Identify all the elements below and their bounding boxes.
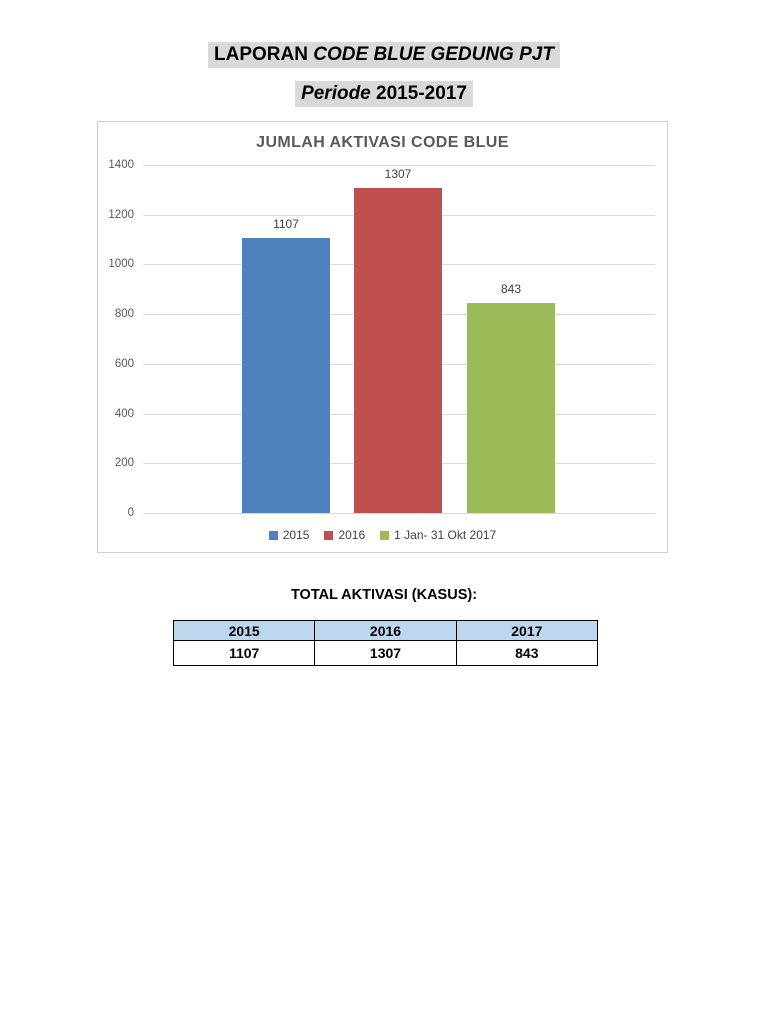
y-axis-tick-label: 200 [114,457,134,469]
summary-table [173,620,598,666]
legend-item [269,528,310,542]
summary-table-header-row [174,621,598,641]
y-axis-tick-label: 1000 [108,258,134,270]
summary-table-header-cell: 2015 [174,621,315,641]
bar-2015 [242,238,330,513]
legend-item [324,528,365,542]
y-axis-tick-label: 400 [114,408,134,420]
document-subtitle [0,81,768,107]
legend-swatch-icon [269,531,278,540]
legend-label: 1 Jan- 31 Okt 2017 [394,528,497,542]
legend-label: 2016 [338,528,366,542]
y-axis-tick-label: 800 [114,308,134,320]
chart-title: JUMLAH AKTIVASI CODE BLUE [256,134,509,151]
document-subtitle-italic: Periode [301,83,377,104]
document-title-italic: CODE BLUE GEDUNG PJT [313,44,554,65]
document-title-prefix: LAPORAN [214,44,314,65]
bar-data-label: 1107 [273,217,299,231]
chart-plot-area [108,159,655,519]
y-axis-tick-label: 0 [127,507,134,519]
chart-legend [98,528,667,542]
legend-item [380,528,496,542]
bar-data-label: 1307 [384,167,412,181]
summary-table-value-cell: 1107 [174,641,315,666]
summary-table-value-cell: 1307 [315,641,456,666]
summary-table-value-cell: 843 [456,641,597,666]
summary-table-data-row [174,641,598,666]
y-axis-tick-label: 600 [114,358,134,370]
summary-heading: TOTAL AKTIVASI (KASUS): [290,587,478,603]
bar-data-label: 843 [500,282,522,296]
gridline [143,165,655,166]
summary-table-header-cell: 2016 [315,621,456,641]
y-axis-tick-label: 1200 [108,209,134,221]
bar-2016 [354,188,442,513]
summary-table-header-cell: 2017 [456,621,597,641]
gridline [143,513,655,514]
document-subtitle-highlight [295,81,473,107]
bar-chart [97,121,668,553]
document-subtitle-period: 2015-2017 [376,83,467,104]
document-title-highlight [208,42,560,68]
legend-swatch-icon [324,531,333,540]
legend-swatch-icon [380,531,389,540]
document-title [0,42,768,68]
legend-label: 2015 [282,528,310,542]
bar-1-jan-31-okt-2017 [467,303,555,513]
y-axis-tick-label: 1400 [108,159,134,171]
